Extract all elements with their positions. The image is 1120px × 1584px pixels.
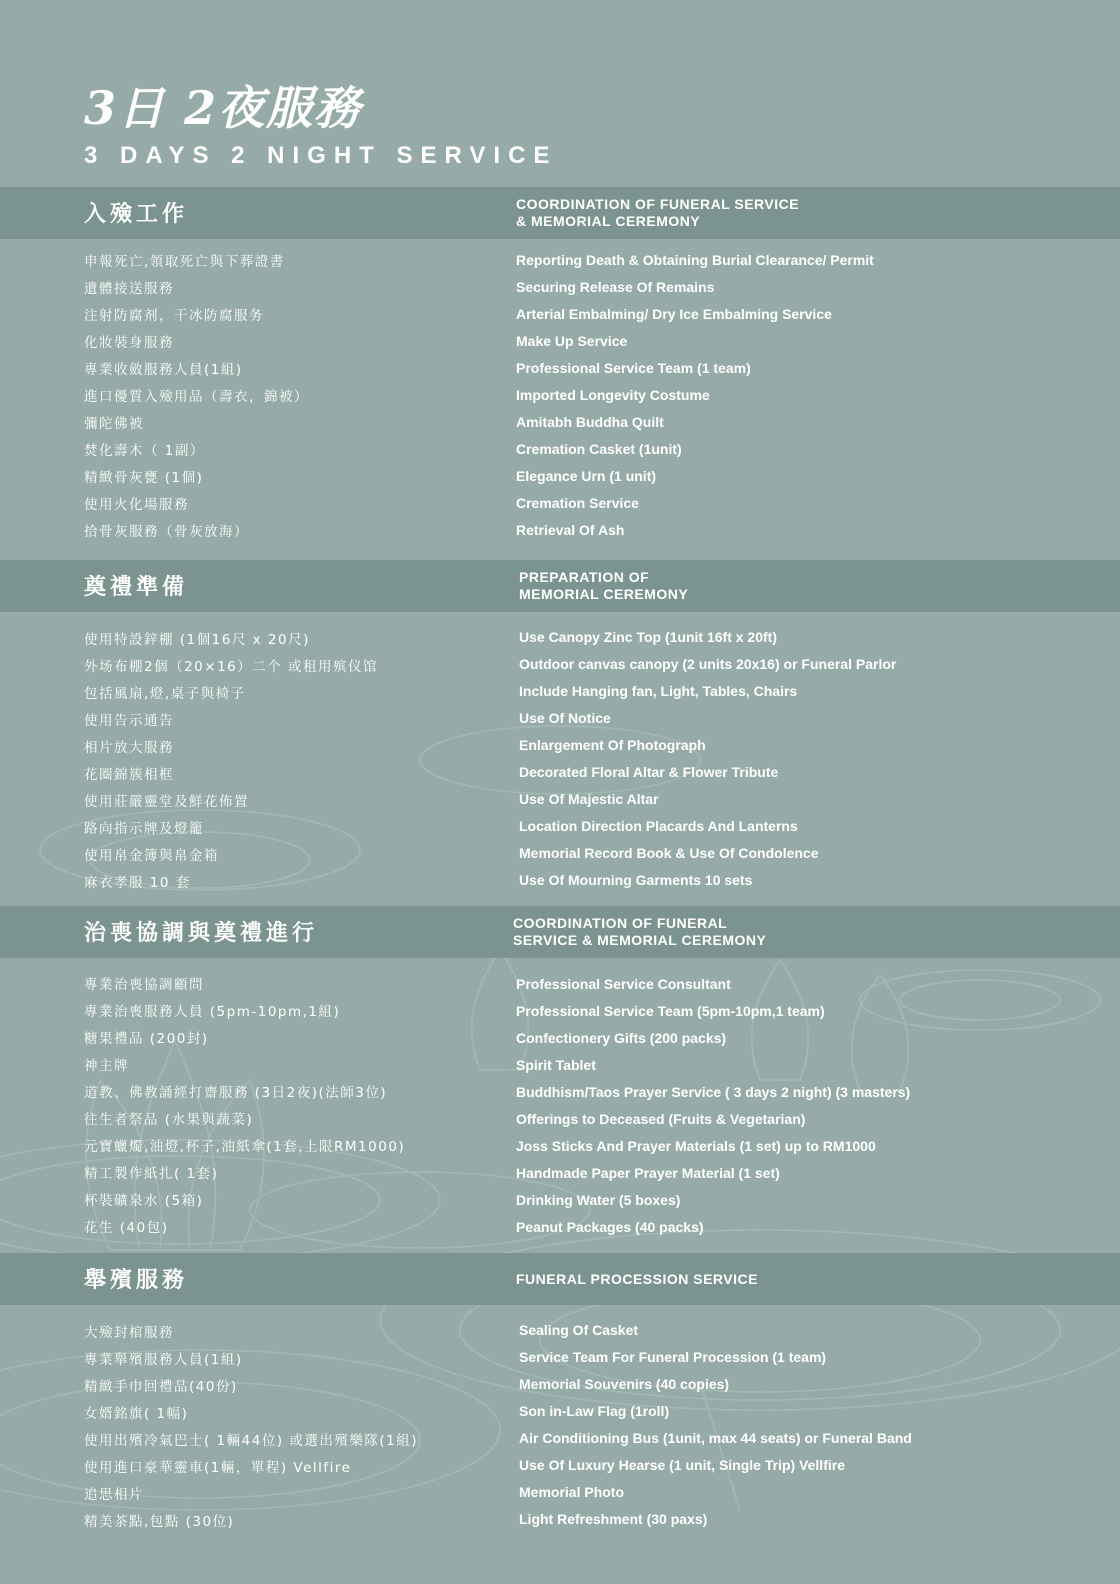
service-list-en [519,1317,912,1533]
list-item: 專業收斂服務人員(1組) [84,362,243,378]
page-title: 3日 2夜服務 [84,81,363,135]
list-item: Use Of Mourning Garments 10 sets [519,872,753,888]
list-item: Professional Service Consultant [516,976,731,992]
list-item: Memorial Photo [519,1484,625,1500]
list-item: 元寶蠟燭,油燈,杯子,油紙傘(1套,上限RM1000) [84,1139,406,1155]
list-item: 精工製作紙扎( 1套) [84,1166,219,1182]
list-item: Joss Sticks And Prayer Materials (1 set) up to RM1000 [516,1138,876,1154]
list-item: 相片放大服務 [84,740,174,756]
list-item: Spirit Tablet [516,1057,596,1073]
list-item: 專業治喪服務人員 (5pm-10pm,1組) [84,1004,341,1020]
list-item: Service Team For Funeral Procession (1 team) [519,1349,827,1365]
list-item: 遺體接送服務 [84,281,174,297]
service-list-en [519,624,896,894]
section-header-coordination [0,906,1120,958]
section-title-en-line1: COORDINATION OF FUNERAL SERVICE [516,196,800,212]
list-item: Handmade Paper Prayer Material (1 set) [516,1165,780,1181]
list-item: 使用告示通告 [84,713,174,729]
list-item: 大殮封棺服務 [84,1325,174,1341]
service-list-en [516,971,910,1241]
list-item: 焚化壽木（ 1副） [84,443,205,459]
list-item: Elegance Urn (1 unit) [516,468,657,484]
list-item: 使用火化場服務 [84,497,189,513]
section-title-en-line2: MEMORIAL CEREMONY [519,586,689,602]
list-item: Securing Release Of Remains [516,279,715,295]
list-item: 化妝裝身服務 [84,335,174,351]
list-item: Light Refreshment (30 paxs) [519,1511,708,1527]
section-title-zh: 舉殯服務 [84,1268,189,1293]
list-item: 專業治喪協調顧問 [84,977,204,993]
list-item: 追思相片 [84,1487,144,1503]
list-item: Include Hanging fan, Light, Tables, Chairs [519,683,798,699]
list-item: 使用帛金簿與帛金箱 [84,848,219,864]
list-item: Imported Longevity Costume [516,387,710,403]
service-list-zh [84,249,309,546]
list-item: 精緻手巾回禮品(40份) [84,1379,238,1395]
list-item: 進口優質入殮用品（壽衣，錦被） [84,389,309,405]
list-item: 神主牌 [84,1058,129,1074]
list-item: 路向指示牌及燈籠 [84,821,204,837]
list-item: 申報死亡,領取死亡與下葬證書 [84,254,285,270]
list-item: 外场布棚2個（20×16）二个 或租用殡仪馆 [84,659,379,675]
section-title-zh: 入殮工作 [84,202,189,227]
section-header-encoffining [0,187,1120,239]
list-item: Cremation Service [516,495,639,511]
service-list-zh [84,627,378,897]
list-item: 使用特設鋅棚 (1個16尺 x 20尺) [84,632,310,648]
list-item: 花圈錦簇相框 [84,767,174,783]
list-item: Use Of Luxury Hearse (1 unit, Single Trip) Vellfire [519,1457,845,1473]
list-item: 使用出殯冷氣巴士( 1輛44位) 或選出殯樂隊(1組) [84,1433,419,1449]
list-item: Decorated Floral Altar & Flower Tribute [519,764,779,780]
section-title-zh: 奠禮準備 [84,575,189,600]
section-title-en [519,560,939,612]
list-item: Professional Service Team (5pm-10pm,1 team) [516,1003,825,1019]
list-item: Memorial Record Book & Use Of Condolence [519,845,819,861]
section-title-en [516,1253,936,1305]
list-item: Air Conditioning Bus (1unit, max 44 seats) or Funeral Band [519,1430,912,1446]
list-item: 拾骨灰服務（骨灰放海） [84,524,249,540]
list-item: Reporting Death & Obtaining Burial Clearance/ Permit [516,252,874,268]
list-item: Use Canopy Zinc Top (1unit 16ft x 20ft) [519,629,777,645]
section-title-zh: 治喪協調與奠禮進行 [84,921,319,946]
list-item: Outdoor canvas canopy (2 units 20x16) or Funeral Parlor [519,656,897,672]
section-header-procession [0,1253,1120,1305]
list-item: Enlargement Of Photograph [519,737,706,753]
list-item: 精美茶點,包點 (30位) [84,1514,235,1530]
page-header [84,80,557,170]
list-item: 注射防腐剂，干冰防腐服务 [84,308,264,324]
section-title-en [516,187,936,239]
list-item: 女婿銘旗( 1幅) [84,1406,189,1422]
section-title-en-line2: & MEMORIAL CEREMONY [516,213,701,229]
list-item: Use Of Notice [519,710,611,726]
list-item: 杯裝礦泉水 (5箱) [84,1193,204,1209]
list-item: Retrieval Of Ash [516,522,625,538]
list-item: 道教、佛教誦經打齋服務 (3日2夜)(法師3位) [84,1085,388,1101]
list-item: 包括風扇,燈,桌子與椅子 [84,686,246,702]
list-item: 往生者祭品 (水果與蔬菜) [84,1112,254,1128]
section-header-preparation [0,560,1120,612]
list-item: Sealing Of Casket [519,1322,639,1338]
service-list-en [516,247,874,544]
list-item: Confectionery Gifts (200 packs) [516,1030,727,1046]
section-title-en-line2: SERVICE & MEMORIAL CEREMONY [513,932,767,948]
list-item: Arterial Embalming/ Dry Ice Embalming Service [516,306,832,322]
list-item: Cremation Casket (1unit) [516,441,682,457]
list-item: 糖果禮品 (200封) [84,1031,209,1047]
section-title-en [513,906,933,958]
service-list-zh [84,972,405,1242]
list-item: 使用進口豪華靈車(1輛，單程) Vellfire [84,1460,352,1476]
list-item: Son in-Law Flag (1roll) [519,1403,670,1419]
list-item: 使用莊嚴靈堂及鮮花佈置 [84,794,249,810]
list-item: Professional Service Team (1 team) [516,360,751,376]
section-title-en-line1: FUNERAL PROCESSION SERVICE [516,1270,758,1287]
list-item: 麻衣孝服 10 套 [84,875,191,891]
list-item: Peanut Packages (40 packs) [516,1219,704,1235]
list-item: Memorial Souvenirs (40 copies) [519,1376,730,1392]
list-item: Offerings to Deceased (Fruits & Vegetarian) [516,1111,806,1127]
list-item: Location Direction Placards And Lanterns [519,818,798,834]
list-item: 專業舉殯服務人員(1組) [84,1352,243,1368]
list-item: Use Of Majestic Altar [519,791,659,807]
page-subtitle: 3 DAYS 2 NIGHT SERVICE [84,142,558,169]
list-item: Buddhism/Taos Prayer Service ( 3 days 2 night) (3 masters) [516,1084,911,1100]
list-item: 精緻骨灰甕 (1個) [84,470,204,486]
list-item: 彌陀佛被 [84,416,144,432]
section-title-en-line1: PREPARATION OF [519,569,650,585]
list-item: Make Up Service [516,333,628,349]
list-item: Amitabh Buddha Quilt [516,414,664,430]
section-title-en-line1: COORDINATION OF FUNERAL [513,915,728,931]
service-list-zh [84,1320,418,1536]
list-item: Drinking Water (5 boxes) [516,1192,681,1208]
list-item: 花生 (40包) [84,1220,169,1236]
